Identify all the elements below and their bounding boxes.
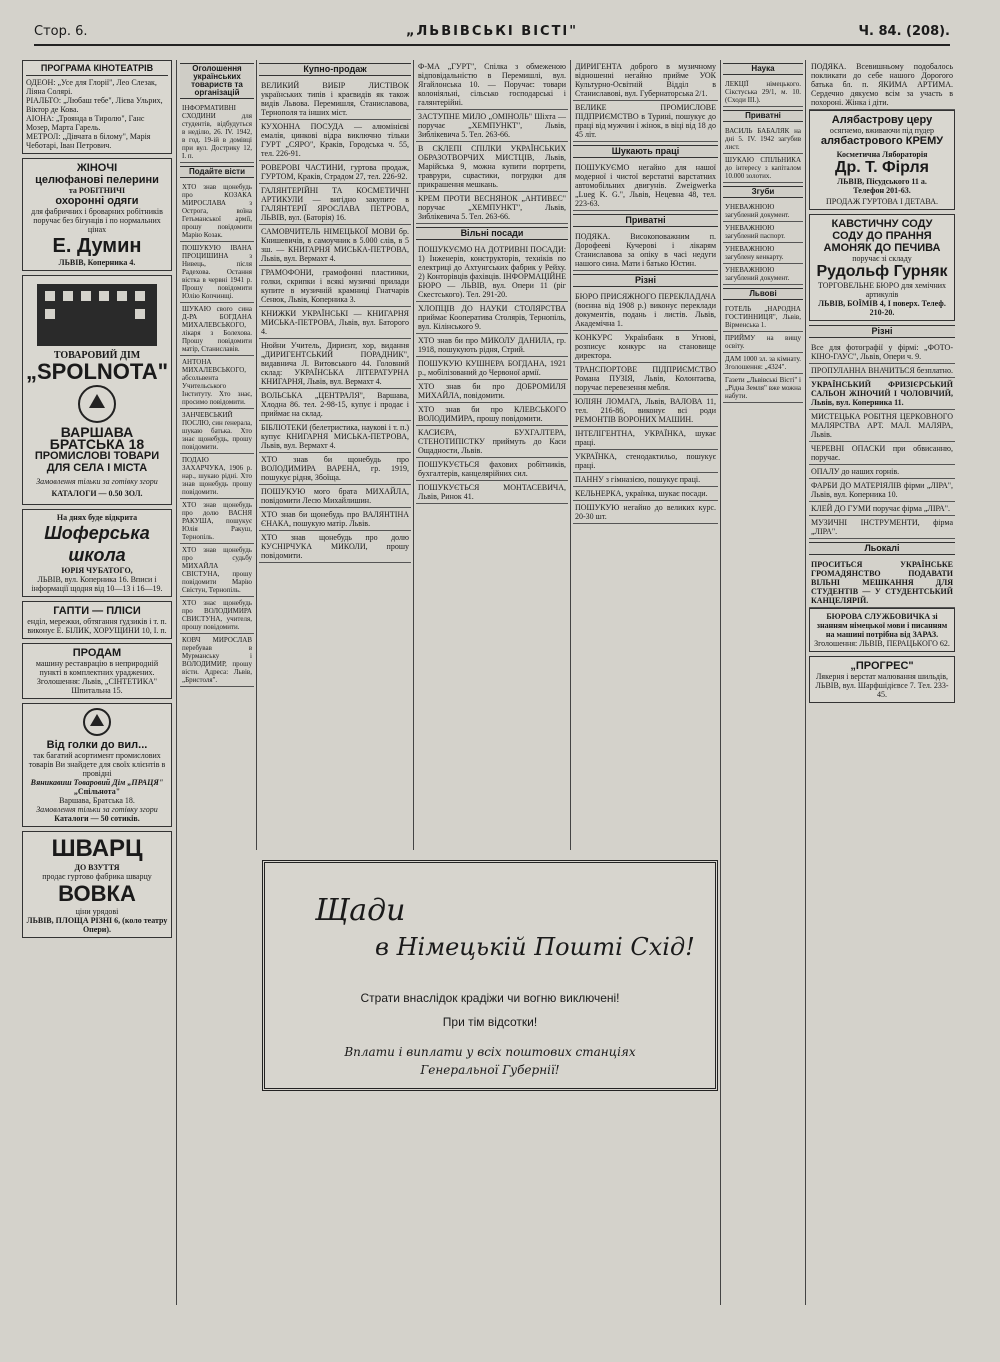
classified-ad: ПОДАЮ ЗАХАРЧУКА, 1906 р. нар., шукаю рідні. Хто знав щонебудь прошу повідомити.	[180, 454, 254, 499]
classified-ad: ЮЛІЯН ЛОМАГА, Львів, ВАЛОВА 11, тел. 216-86, виконує всі роди РЕМОНТІВ ВОРОНИХ МАШИН.	[573, 395, 718, 427]
ad-product: алябастрового КРЕМУ	[820, 135, 944, 147]
classified-ad: ПОДЯКА. Всевишньому подобалось покликати до себе нашого Дорогого батька бл. п. ЯКИМА АРТИМА. Сердечно дякуємо всім за участь в похороні. Жінка і діти.	[809, 60, 955, 110]
advertiser-address: ЛЬВІВ, ПЛОЩА РІЗНІ 6, (коло театру Опери).	[26, 916, 168, 934]
classified-ad: ОПАЛУ до наших горнів.	[809, 465, 955, 479]
cinema-program	[22, 60, 172, 154]
classified-ad: ПОШУКУЄТЬСЯ МОНТАСЕВИЧА, Львів, Ринок 41.	[416, 481, 568, 504]
page-number: Стор. 6.	[34, 24, 88, 39]
classified-ad: ПОШУКУЮ мого брата МИХАЙЛА, повідомити Лесю Михайлишин.	[259, 485, 411, 508]
ad-headline: Щади	[315, 893, 406, 928]
lab-phone: Телефон 201-63.	[853, 186, 911, 195]
section-heading: Різні	[573, 274, 718, 287]
classified-ad: ГОТЕЛЬ „НАРОДНА ГОСТИННИЦЯ", Львів, Вірменська 1.	[723, 303, 803, 332]
ad-line: При тім відсотки!	[442, 1015, 538, 1029]
classified-ad: ПРОПУЛАННА ВНАЧИТЬСЯ безплатно.	[809, 364, 955, 378]
classified-ad: Ф-МА „ГУРТ", Спілка з обмеженою відповідальністю в Перемишлі, вул. Ягайлонська 10. — Поручає: товари колоніяльні, сільсько господарські і галянтерійні.	[416, 60, 568, 110]
ad-line: целюфанові пелерини	[35, 174, 159, 186]
store-note: Замовлення тільки за готівку згори	[36, 805, 158, 814]
ad-text: енділ, мережки, обтягання ґудзиків і т. п. виконує Е. БІЛИК, ХОРУЩИНИ 10, I. п.	[27, 617, 167, 635]
cinema-title: ПРОГРАМА КІНОТЕАТРІВ	[26, 64, 168, 76]
section-heading: Льокалі	[809, 542, 955, 555]
classified-ad: ХТО знав щонебудь про судьбу МИХАЙЛА СВІСТУНА, прошу повідомити Марію Свістун, Тернопіль.	[180, 544, 254, 597]
lab-label: Косметична Лябораторія	[836, 150, 928, 159]
advertiser-name: ВОВКА	[58, 881, 136, 906]
classified-ad: ЗАНЧЕВСЬКИЙ ПОСЛЮ, син ґенерала, шукаю батька. Хто знає щонебудь, прошу повідомити.	[180, 409, 254, 454]
ad-sale	[22, 643, 172, 699]
classified-ad: ХТО знав би щонебудь про ВАЛЯНТІНА ЄНАКА, пошукую матір. Львів.	[259, 508, 411, 531]
column-5	[573, 60, 718, 850]
school-owner: ЮРІЯ ЧУБАТОГО,	[61, 566, 133, 575]
store-name-2: „Спільнота"	[73, 787, 121, 796]
ad-line: ДО ВЗУТТЯ	[74, 863, 120, 872]
ad-text: БЮРОВА СЛУЖБОВИЧКА зі знанням німецької мови і писанням на машині потрібна від ЗАРАЗ.	[816, 612, 948, 639]
ad-text: так багатий асортимент промислових товарів Ви знайдете для своїх клієнтів в провідні	[28, 751, 166, 778]
ad-line: та РОБІТНИЧІ	[68, 186, 126, 195]
ad-clerk	[809, 608, 955, 652]
ad-text: Лякерня і верстат малювання шильдів, ЛЬВІВ, вул. Шарфшідієвсе 7. Тел. 233-45.	[815, 672, 949, 699]
ad-clothes	[22, 158, 172, 271]
classified-ad: Газети „Львівські Вісті" і „Рідна Земля" вже можна набути.	[723, 374, 803, 403]
classified-ad: КЕЛЬНЕРКА, українка, шукає посади.	[573, 487, 718, 501]
classified-ad: Все для фотографії у фірмі: „ФОТО-КІНО-ГАУС", Львів, Опери ч. 9.	[809, 341, 955, 364]
store-city: ВАРШАВА	[60, 424, 134, 440]
classified-ad: ГАЛЯНТЕРІЙНІ ТА КОСМЕТИЧНІ АРТИКУЛИ — вигідно закупите в ГАЛЯНТЕРІЇ ЯРОСЛАВА ПЕТРОВА, ЛЬВІВ, вул. (Баторія) 16.	[259, 184, 411, 225]
classified-ad: КОВЧ МИРОСЛАВ перебував в Мурманську і ВОЛОДИМИР, прошу вісти. Адреса: Львів, „Бристоля".	[180, 634, 254, 687]
school-title: Шоферська школа	[44, 523, 150, 565]
column-rule	[720, 60, 721, 1305]
classified-ad: ДИРИГЕНТА доброго в музичному відношенні негайно прийме УОК Культурно-Освітній Відділ в Станиславові, вул. Губернаторська 2/1.	[573, 60, 718, 101]
section-heading: Вільні посади	[416, 227, 568, 240]
classified-ad: УНЕВАЖНЮЮ загублену кенкарту.	[723, 243, 803, 264]
section-heading: Купно-продаж	[259, 63, 411, 76]
classified-ad: ВЕЛИКЕ ПРОМИСЛОВЕ ПІДПРИЄМСТВО в Турині, пошукує до праці від мужчин і жінок, в віці від 18 до 45 літ.	[573, 101, 718, 142]
cinema-line: РІАЛЬТО: „Любаш тебе", Лієва Ульрих, Віктор де Кова.	[26, 96, 163, 114]
store-city: Варшава, Братська 18.	[59, 796, 135, 805]
classified-ad: КАСИЄРА, БУХГАЛТЕРА, СТЕНОТИПІСТКУ приймуть до Каси Ощадности, Львів.	[416, 426, 568, 458]
classified-ad: УНЕВАЖНЮЮ загублений документ.	[723, 201, 803, 222]
classified-ad: ВОЛЬСЬКА „ЦЕНТРАЛЯ", Варшава, Хлоднa 86. тел. 2-98-15, купує і продає і приймає на склад.	[259, 389, 411, 421]
section-heading: Різні	[809, 325, 955, 338]
ad-line: АМОНЯК ДО ПЕЧИВА	[823, 242, 941, 254]
classified-ad: ПОШУКУЮ негайно до великих курс. 20-30 шт.	[573, 501, 718, 524]
ad-gapty	[22, 601, 172, 639]
classified-ad: ШУКАЮ свого сина Д-РА БОГДАНА МИХАЛЕВСЬКОГО, лікаря з Болехова. Прошу повідомити матір, Станиславів.	[180, 303, 254, 356]
classified-ad: ЧЕРЕВНІ ОПАСКИ при обвисанню, поручає.	[809, 442, 955, 465]
classified-ad: ПОШУКУЄМО НА ДОТРИВНІ ПОСАДИ: 1) Інженерів, конструкторів, техніків по електриці до Ахтунгських фабрик у Рейху. 2) Конторівців фахівців. ІНФОРМАЦІЙНЕ БЮРО — ЛЬВІВ, вул. Опери 11 (ріг Скестського). Тел. 291-20.	[416, 243, 568, 302]
store-street: БРАТСЬКА 18	[49, 436, 145, 452]
classified-ad: КРЕМ ПРОТИ ВЕСНЯНОК „АНТИВЕС" поручає „ХЕМПУНКТ", Львів, Зиблікевича 5. Тел. 263-66.	[416, 192, 568, 224]
ad-line: охоронні одяги	[55, 195, 139, 207]
store-catalog: Каталоги — 50 сотиків.	[54, 814, 140, 823]
classified-ad: УКРАЇНКА, стенодактильо, пошукує праці.	[573, 450, 718, 473]
cinema-line: ОДЕОН: „Усе для Глорії", Лео Слезак, Ліяна Солярі.	[26, 78, 157, 96]
ad-spolnota	[22, 275, 172, 505]
ad-line: СОДУ ДО ПРАННЯ	[832, 230, 932, 242]
masthead: „ЛЬВІВСЬКІ ВІСТІ"	[405, 24, 579, 39]
section-heading: Львові	[723, 288, 803, 300]
ad-cream	[809, 110, 955, 210]
classified-ad: ПОШУКУЄМО негайно для нашої модерної і чистої верстатні варстатних автомобільних двигунів. Zweigwerka „Lueg K. G.", Львів, Нецевна 48, тел. 223-63.	[573, 161, 718, 211]
ad-line: ТОРГОВЕЛЬНЕ БЮРО для хемічних артикулів	[817, 281, 947, 299]
store-note: Замовлення тільки за готівку згори	[36, 477, 158, 486]
column-3	[259, 60, 411, 850]
classified-ad: ДАМ 1000 зл. за кімнату. Зголошення: „4324".	[723, 353, 803, 374]
ad-line: Вплати і виплати у всіх поштових станціях	[344, 1045, 636, 1059]
ad-contact: Зголошення: ЛЬВІВ, ПЕРАЦЬКОГО 62.	[814, 639, 950, 648]
section-heading: Згуби	[723, 186, 803, 198]
column-7	[809, 60, 955, 1310]
advertiser-name: Е. Думин	[52, 235, 142, 257]
lab-note: ПРОДАЖ ГУРТОВА І ДЕТАВА.	[826, 197, 938, 206]
ad-title: Від голки до вил...	[46, 739, 148, 751]
school-address: ЛЬВІВ, вул. Коперника 16. Вписи і інформації щодня від 10—13 і 16—19.	[31, 575, 163, 593]
classified-ad: УНЕВАЖНЮЮ загублений документ.	[723, 264, 803, 285]
classified-ad: ХТО знав би щонебудь про ВОЛОДИМИРА ВАРЕНА, гр. 1919, пошукує рідня, Збоїща.	[259, 453, 411, 485]
ad-title: „ПРОГРЕС"	[850, 660, 914, 672]
classified-ad: ТРАНСПОРТОВЕ ПІДПРИЄМСТВО Романа ПУЗІЯ, Львів, Колонтаєва, поручає перевезення мебля.	[573, 363, 718, 395]
classified-ad: ПРОСИТЬСЯ УКРАЇНСЬКЕ ГРОМАДЯНСТВО ПОДАВАТИ ВІЛЬНІ МЕШКАННЯ ДЛЯ СТУДЕНТІВ — У СТУДЕНТСЬКИЙ КАНЦЕЛЯРІЙ.	[809, 558, 955, 608]
classified-ad: ХТО знав щонебудь про долю КУСНІРЧУКА МИКОЛИ, прошу повідомити.	[259, 531, 411, 563]
classified-ad: ВАСИЛЬ БАБАЛЯК на дні 5. IV. 1942 загубив лист.	[723, 125, 803, 154]
column-1	[22, 60, 172, 1310]
classified-ad: ПОДЯКА. Високоповажним п. Дорофееві Кучерові і лікарям Станиславова за опіку в часі недуги нашого сина. Мати і батько Юстин.	[573, 230, 718, 271]
classified-ad: МУЗИЧНІ ІНСТРУМЕНТИ, фірма „ЛІРА".	[809, 516, 955, 539]
section-heading: Подайте вісти	[180, 166, 254, 178]
classified-ad: БЮРО ПРИСЯЖНОГО ПЕРЕКЛАДАЧА (воєнна від 1908 р.) виконує переклади документів, подань і листів. Львів, Академічна 1.	[573, 290, 718, 331]
building-illustration	[27, 279, 167, 349]
section-heading: Приватні	[723, 110, 803, 122]
classified-ad: ШУКАЮ СПІЛЬНИКА до інтересу з капіталом 10.000 золотих.	[723, 154, 803, 183]
classified-ad: КУХОННА ПОСУДА — алюмінієві емалія, цинкові відра виключно тільки ГУРТ „СЯРО", Краків, Городська ч. 55, тел. 226-91.	[259, 120, 411, 161]
cinema-line: МЕТРОЛ: „Дівчата в білому", Марія Чеботарі, Іван Петрович.	[26, 132, 151, 150]
ad-shvarc	[22, 831, 172, 938]
classified-ad: ХТО знав щонебудь про КОЗАКА МИРОСЛАВА з Острога, воїна Гетьманської армії, прошу повідомити Марію Козак.	[180, 181, 254, 242]
ad-line: ЖІНОЧІ	[76, 162, 118, 174]
section-heading: Шукають праці	[573, 145, 718, 158]
classified-ad: ІНФОРМАТИВНІ СХОДИНИ для студентів, відбудуться в неділю, 26. IV. 1942, в год. 19-ій в домівці при вул. Дострику 12, I. п.	[180, 102, 254, 163]
classified-ad: КНИЖКИ УКРАЇНСЬКІ — КНИГАРНЯ МИСЬКА-ПЕТРОВА, Львів, вул. Баторого 4.	[259, 307, 411, 339]
ad-driver-school	[22, 509, 172, 597]
classified-ad: САМОВЧИТЕЛЬ НІМЕЦЬКОЇ МОВИ бр. Книшевичів, в самоучник в 5.000 слів, в 5 зш. — КНИГАРНЯ МИСЬКА-ПЕТРОВА, Львів, вул. Вермахт 4.	[259, 225, 411, 266]
lab-name: Др. Т. Фірля	[835, 159, 929, 176]
column-rule	[413, 60, 414, 850]
classified-ad: ХТО знав щонебудь про долю ВАСНЯ РАКУША, пошукує Юлія Ракуш, Тернопіль.	[180, 499, 254, 544]
ad-title: ПРОДАМ	[72, 647, 122, 659]
page-header	[34, 22, 950, 46]
store-catalog: КАТАЛОГИ — 0.50 ЗОЛ.	[51, 489, 143, 498]
classified-ad: АНТОНА МИХАЛЕВСЬКОГО, абсольвента Учительського Інституту. Хто знає, просимо повідомити.	[180, 356, 254, 409]
classified-ad: КОНКУРС Українбанк в Угнові, розписує конкурс на становище директора.	[573, 331, 718, 363]
ad-needle	[22, 703, 172, 827]
classified-ad: БІБЛІОТЕКИ (белетристика, наукові і т. п.) купує КНИГАРНЯ МИСЬКА-ПЕТРОВА, Львів, вул. Вермахт 4.	[259, 421, 411, 453]
column-rule	[176, 60, 177, 1305]
ad-text: машину реставрацію в неприродній пункті в комплектних ураджених. Зголошення: Львів, „СІНТЕТИКА" Шпитальна 15.	[35, 659, 159, 695]
classified-ad: МИСТЕЦЬКА РОБІТНЯ ЦЕРКОВНОГО МАЛЯРСТВА АРТ. МАЛ. МАЛЯРА, Львів.	[809, 410, 955, 442]
classified-ad: ХТО знав би про КЛЕВСЬКОГО ВОЛОДИМИРА, прошу повідомити.	[416, 403, 568, 426]
ad-line: Генеральної Губернії!	[420, 1063, 560, 1077]
section-heading: Приватні	[573, 214, 718, 227]
classified-ad: ФАРБИ ДО МАТЕРІЯЛІВ фірми „ЛІРА", Львів, вул. Коперника 10.	[809, 479, 955, 502]
classified-ad: Нюйни Учитель, Дириєнт, хор, видання „ДИРИГЕНТСЬКИЙ ПОРАДНИК", видавнича Л. Витовського 44. Головний склад: УКРАЇНСЬКА ЛІТЕРАТУРНА КНИГАРНЯ, Львів, вул. Вермахт 4.	[259, 339, 411, 389]
ad-title: ШВАРЦ	[51, 835, 143, 862]
classified-ad: ХЛОПЦІВ ДО НАУКИ СТОЛЯРСТВА приймає Кооператива Столярів, Тернопіль, вул. Кілінського 9.	[416, 302, 568, 334]
ad-line: продає гуртово фабрика шварцу	[42, 872, 152, 881]
classified-ad: ПОШУКУЮ ІВАНА ПРОЦИШИНА з Нивець, після Радехова. Остання вістка в червні 1941 р. Прошу повідомити Юлію Копчинщі.	[180, 242, 254, 303]
classified-ad: ПАННУ з гімназією, пошукує праці.	[573, 473, 718, 487]
classified-ad: ХТО знав би про МИКОЛУ ДАНИЛА, гр. 1918, пошукують рідня, Стрий.	[416, 334, 568, 357]
advertiser-address: ЛЬВІВ, Коперника 4.	[58, 258, 136, 267]
classified-ad: ГРАМОФОНИ, грамофонні пластинки, голки, скрипки і всякі музичні прилади купите в музичній крамниці Гнатчарів Сенюк, Львів, Коперника 3.	[259, 266, 411, 307]
postal-savings-ad	[262, 860, 718, 1091]
classified-ad: ХТО знає щонебудь про ВОЛОДИМИРА СВИСТУНА, учителя, прошу повідомити.	[180, 597, 254, 634]
classified-ad: В СКЛЕПІ СПІЛКИ УКРАЇНСЬКИХ ОБРАЗОТВОРЧИХ МИСТЦІВ, Львів, Марійська 9, можна купити портрети, траврури, сцвастики, погрудки для прикрашення мешкань.	[416, 142, 568, 192]
store-label: ТОВАРОВИЙ ДІМ	[53, 350, 141, 361]
column-rule	[805, 60, 806, 1305]
ad-title: Алябастрову церу	[831, 114, 933, 126]
spolnota-logo	[77, 384, 117, 424]
classified-ad: РОВЕРОВІ ЧАСТИНИ, гуртова продаж, ГУРТОМ, Краків, Страдом 27, тел. 226-92.	[259, 161, 411, 184]
ad-title: ГАПТИ — ПЛІСИ	[53, 605, 141, 617]
ad-line: На днях буде відкрита	[56, 513, 138, 522]
ad-progres	[809, 656, 955, 703]
classified-ad: ЗАСТУПНЕ МИЛО „ОМІНОЛЬ" Шіхта — поручає „ХЕМПУНКТ", Львів, Зиблікевича 5. Тел. 263-66.	[416, 110, 568, 142]
advertiser-name: Рудольф Гурняк	[816, 263, 948, 280]
ad-soda	[809, 214, 955, 321]
lab-address: ЛЬВІВ, Пісудського 11 а.	[837, 177, 927, 186]
ad-line: Страти внаслідок крадіжи чи вогню виключені!	[360, 991, 620, 1005]
store-name: „SPOLNOTA"	[26, 359, 169, 384]
classified-ad: УКРАЇНСЬКИЙ ФРИЗІЄРСЬКИЙ САЛЬОН ЖІНОЧИЙ І ЧОЛОВІЧИЙ, Львів, вул. Коперника 11.	[809, 378, 955, 410]
store-name: Вяникавиш Товаровий Дім „ПРАЦЯ"	[30, 778, 164, 787]
classified-ad: УНЕВАЖНЮЮ загублений паспорт.	[723, 222, 803, 243]
column-rule	[256, 60, 257, 850]
classified-ad: ЛЕКЦІЇ німецького. Сікстуська 29/1, м. 10. (Сходи ІІІ.).	[723, 78, 803, 107]
classified-ad: ПОШУКУЄТЬСЯ фахових робітників, бухгалтерів, канцелярійних сил.	[416, 458, 568, 481]
classified-ad: ІНТЕЛІГЕНТНА, УКРАЇНКА, шукає праці.	[573, 427, 718, 450]
cinema-line: АІОНА: „Троянда в Тиролю", Ганс Мозер, Марта Гарель.	[26, 114, 145, 132]
issue-number: Ч. 84. (208).	[858, 24, 950, 39]
section-heading: Оголошення українських товариств та організацій	[180, 63, 254, 99]
advertiser-address: ЛЬВІВ, БОЇМІВ 4, I поверх. Телеф. 210-20.	[818, 299, 946, 317]
ad-line: поручає зі складу	[852, 254, 912, 263]
store-description: ПРОМИСЛОВІ ТОВАРИ ДЛЯ СЕЛА І МІСТА	[34, 450, 160, 474]
classified-ad: ПРИЙМУ на вищу освіту.	[723, 332, 803, 353]
column-2	[180, 60, 254, 1310]
spolnota-logo	[77, 707, 117, 737]
section-heading: Наука	[723, 63, 803, 75]
column-4	[416, 60, 568, 850]
ad-line: для фабричних і броварних робітників поручає без бігунців і по нормальних цінах	[31, 207, 163, 234]
classified-ad: ХТО знав би про ДОБРОМИЛЯ МИХАЙЛА, повідомити.	[416, 380, 568, 403]
ad-line: осягнемо, вживаючи під пудер	[829, 126, 935, 135]
classified-ad: КЛЕЙ ДО ГУМИ поручає фірма „ЛІРА".	[809, 502, 955, 516]
column-rule	[570, 60, 571, 850]
classified-ad: ВЕЛИКИЙ ВИБІР ЛИСТІВОК українських типів і краєвидів як також видів Львова. Перемишля, Станиславова, Тернополя та інших міст.	[259, 79, 411, 120]
ad-line: ціни урядові	[75, 907, 119, 916]
ad-line: КАВСТИЧНУ СОДУ	[831, 218, 933, 230]
ad-subheadline: в Німецькій Пошті Схід!	[375, 933, 695, 961]
column-6	[723, 60, 803, 1310]
classified-ad: ПОШУКУЮ КУШНЕРА БОГДАНА, 1921 р., мобілізований до Червоної армії.	[416, 357, 568, 380]
